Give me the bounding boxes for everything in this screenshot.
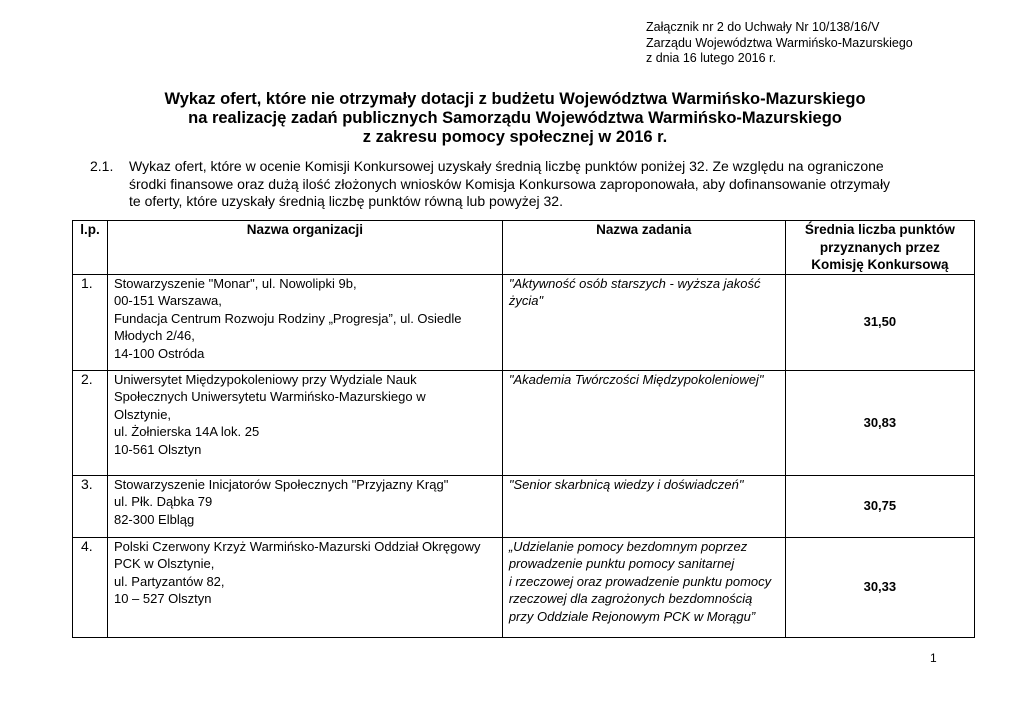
header-lp: l.p.	[73, 221, 108, 275]
organization-line: ul. Płk. Dąbka 79	[113, 494, 213, 509]
task-line: "Akademia Twórczości Międzypokoleniowej"	[508, 371, 764, 387]
title-line: z zakresu pomocy społecznej w 2016 r.	[362, 128, 668, 146]
attachment-note-line: Załącznik nr 2 do Uchwały Nr 10/138/16/V	[646, 20, 880, 34]
header-task: Nazwa zadania	[502, 221, 785, 275]
organization-line: 14-100 Ostróda	[113, 345, 205, 361]
title-line: na realizację zadań publicznych Samorządu Województwa Warmińsko-Mazurskiego	[188, 109, 842, 127]
attachment-note	[646, 20, 913, 67]
row-lp: 3.	[73, 475, 108, 537]
header-score-line: przyznanych przez	[819, 239, 940, 255]
organization-line: Uniwersytet Międzypokoleniowy przy Wydziale Nauk	[113, 371, 417, 387]
organization-line: ul. Partyzantów 82,	[113, 573, 225, 589]
task-line: „Udzielanie pomocy bezdomnym poprzez	[508, 538, 748, 554]
title-line: Wykaz ofert, które nie otrzymały dotacji z budżetu Województwa Warmińsko-Mazurskiego	[164, 90, 866, 108]
document-title	[60, 90, 970, 147]
organization-line: PCK w Olsztynie,	[113, 556, 215, 571]
row-task	[502, 370, 785, 475]
intro-line: środki finansowe oraz dużą ilość złożonych wniosków Komisja Konkursowa zaproponowała, aby dofinansowanie otrzymały	[129, 175, 891, 192]
organization-line: 82-300 Elbląg	[113, 511, 195, 527]
task-line: życia"	[508, 293, 544, 308]
table-row	[73, 370, 975, 475]
attachment-note-line: z dnia 16 lutego 2016 r.	[646, 51, 776, 65]
organization-line: Młodych 2/46,	[113, 328, 195, 343]
task-line: rzeczowej dla zagrożonych bezdomnością	[508, 591, 753, 606]
page-number: 1	[930, 651, 937, 665]
row-organization	[107, 475, 502, 537]
organization-line: 00-151 Warszawa,	[113, 293, 222, 308]
header-score-line: Komisję Konkursową	[811, 257, 949, 272]
intro-text	[129, 158, 949, 211]
row-organization	[107, 370, 502, 475]
task-line: przy Oddziale Rejonowym PCK w Morągu”	[508, 608, 756, 624]
organization-line: Olsztynie,	[113, 406, 172, 422]
row-score: 30,83	[785, 370, 974, 475]
row-task	[502, 475, 785, 537]
organization-line: Stowarzyszenie Inicjatorów Społecznych "Przyjazny Krąg"	[113, 476, 449, 492]
table-row	[73, 274, 975, 370]
offers-table	[72, 220, 975, 638]
attachment-note-line: Zarządu Województwa Warmińsko-Mazurskiego	[646, 35, 913, 50]
header-score-line: Średnia liczba punktów	[804, 222, 955, 237]
organization-line: Polski Czerwony Krzyż Warmińsko-Mazurski Oddział Okręgowy	[113, 538, 481, 554]
intro-line: te oferty, które uzyskały średnią liczbę punktów równą lub powyżej 32.	[129, 193, 563, 209]
table-row	[73, 475, 975, 537]
row-score: 30,33	[785, 537, 974, 637]
row-organization	[107, 274, 502, 370]
row-lp: 1.	[73, 274, 108, 370]
task-line: "Senior skarbnicą wiedzy i doświadczeń"	[508, 476, 744, 492]
task-line: i rzeczowej oraz prowadzenie punktu pomocy	[508, 573, 772, 589]
row-task	[502, 274, 785, 370]
organization-line: Stowarzyszenie "Monar", ul. Nowolipki 9b,	[113, 275, 357, 291]
row-score: 30,75	[785, 475, 974, 537]
organization-line: Społecznych Uniwersytetu Warmińsko-Mazurskiego w	[113, 389, 426, 404]
task-line: "Aktywność osób starszych - wyższa jakość	[508, 275, 761, 291]
row-lp: 4.	[73, 537, 108, 637]
organization-line: Fundacja Centrum Rozwoju Rodziny „Progresja”, ul. Osiedle	[113, 310, 462, 326]
header-score	[785, 221, 974, 275]
table-header-row	[73, 221, 975, 275]
header-organization: Nazwa organizacji	[107, 221, 502, 275]
section-number: 2.1.	[90, 158, 114, 174]
table-row	[73, 537, 975, 637]
task-line: prowadzenie punktu pomocy sanitarnej	[508, 556, 735, 571]
row-lp: 2.	[73, 370, 108, 475]
row-task	[502, 537, 785, 637]
organization-line: 10 – 527 Olsztyn	[113, 591, 212, 606]
organization-line: ul. Żołnierska 14A lok. 25	[113, 424, 260, 439]
row-organization	[107, 537, 502, 637]
intro-line: Wykaz ofert, które w ocenie Komisji Konkursowej uzyskały średnią liczbę punktów poniżej 32. Ze względu na ograniczone	[129, 158, 884, 174]
organization-line: 10-561 Olsztyn	[113, 441, 202, 457]
row-score: 31,50	[785, 274, 974, 370]
